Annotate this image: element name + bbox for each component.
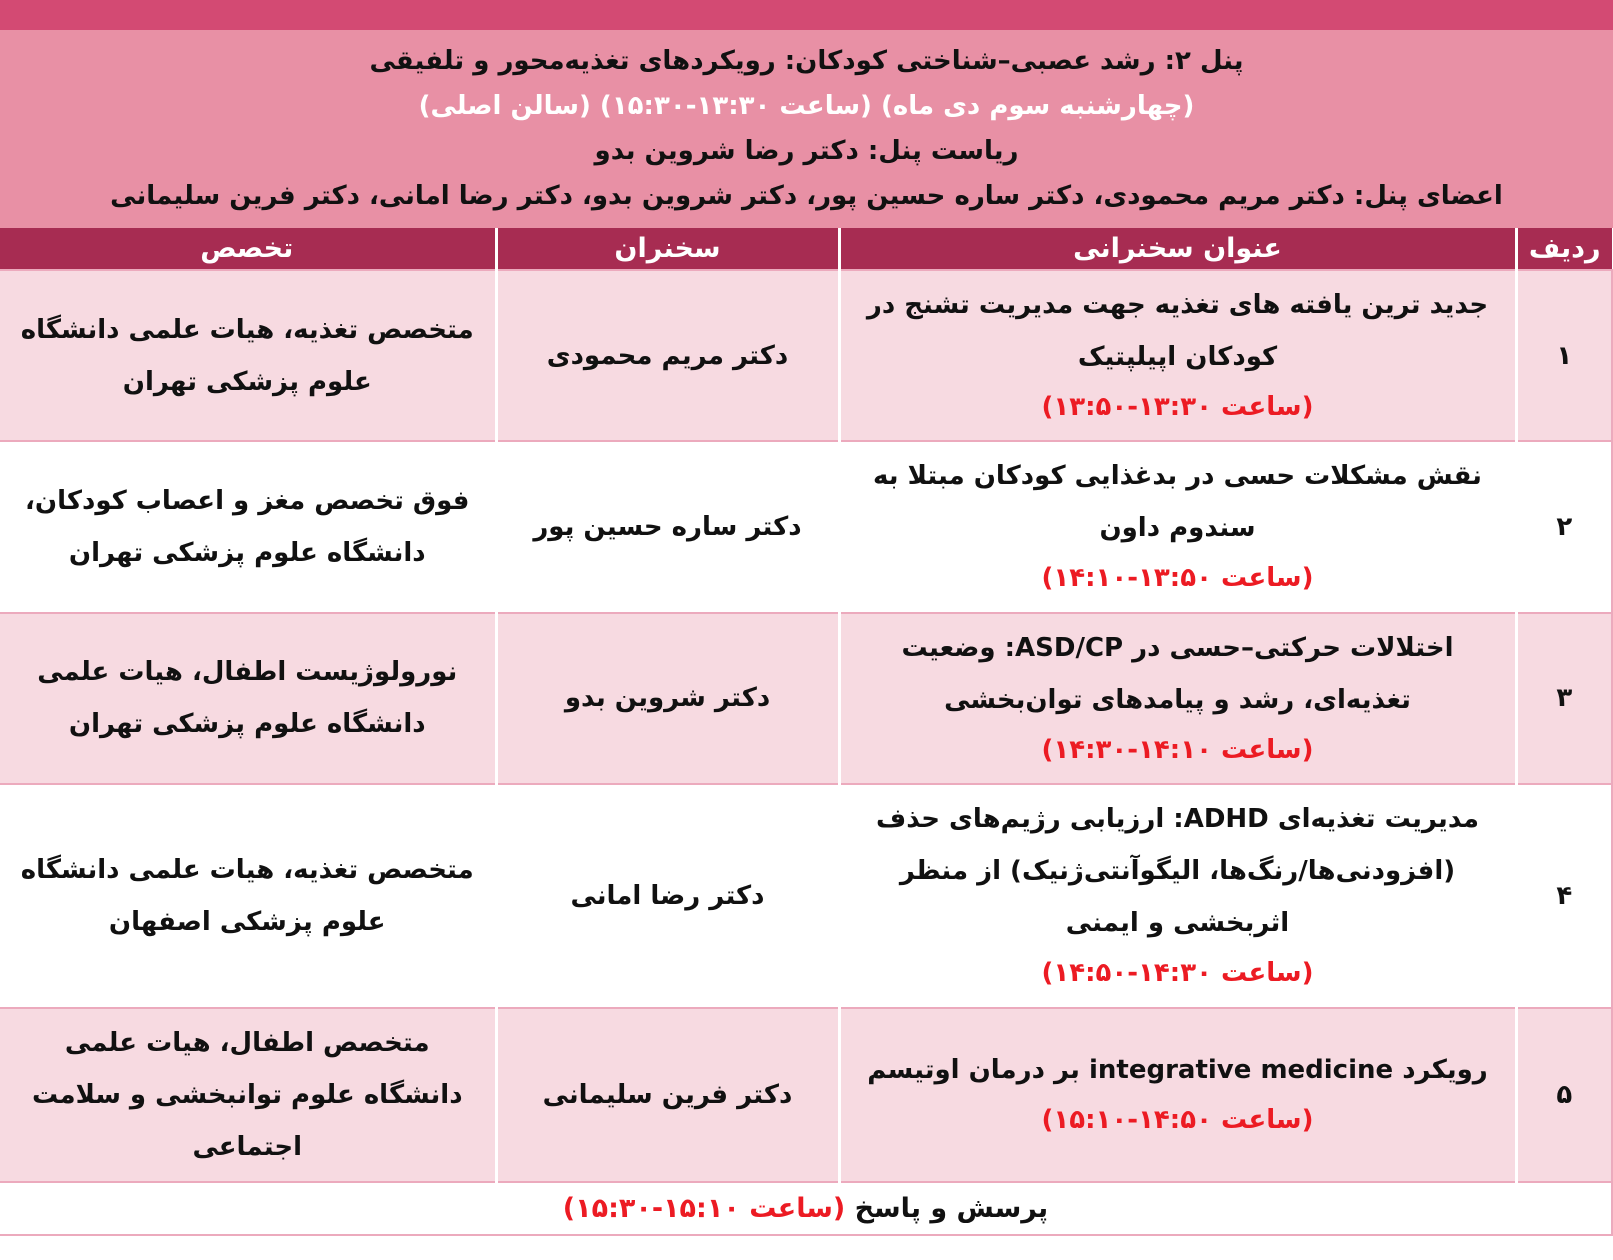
talk-time: (ساعت ۱۴:۵۰-۱۵:۱۰) (1041, 1104, 1314, 1135)
talk-cell (839, 441, 1516, 612)
talk-title: نقش مشکلات حسی در بدغذایی کودکان مبتلا به سندوم داون (873, 461, 1482, 544)
row-number: ۴ (1516, 784, 1612, 1007)
speaker-name: دکتر مریم محمودی (496, 270, 839, 441)
panel-members: اعضای پنل: دکتر مریم محمودی، دکتر ساره حسین پور، دکتر شروین بدو، دکتر رضا امانی، دکتر فرین سلیمانی (110, 181, 1503, 212)
top-accent-strip (0, 0, 1613, 30)
talk-time: (ساعت ۱۳:۳۰-۱۳:۵۰) (1041, 392, 1314, 422)
column-header-speaker: سخنران (496, 228, 839, 270)
qa-cell (0, 1182, 1612, 1235)
table-row (0, 441, 1612, 612)
table-row (0, 1008, 1612, 1182)
talk-time: (ساعت ۱۴:۱۰-۱۴:۳۰) (1041, 734, 1314, 765)
program-table (0, 228, 1613, 1236)
column-header-title: عنوان سخنرانی (839, 228, 1516, 270)
bottom-whitespace (0, 1236, 1613, 1260)
row-number: ۵ (1516, 1008, 1612, 1182)
speaker-name: دکتر رضا امانی (496, 784, 839, 1007)
column-header-num: ردیف (1516, 228, 1612, 270)
talk-title: مدیریت تغذیه‌ای ADHD: ارزیابی رژیم‌های حذف (افزودنی‌ها/رنگ‌ها، الیگوآنتی‌ژنیک) از منظر اثربخشی و ایمنی (876, 804, 1479, 939)
row-number: ۳ (1516, 613, 1612, 784)
panel-header (0, 30, 1613, 228)
talk-cell (839, 613, 1516, 784)
row-number: ۱ (1516, 270, 1612, 441)
speaker-specialty: نورولوژیست اطفال، هیات علمی دانشگاه علوم پزشکی تهران (0, 613, 496, 784)
speaker-specialty: متخصص تغذیه، هیات علمی دانشگاه علوم پزشکی تهران (0, 270, 496, 441)
speaker-specialty: متخصص تغذیه، هیات علمی دانشگاه علوم پزشکی اصفهان (0, 784, 496, 1007)
speaker-specialty: متخصص اطفال، هیات علمی دانشگاه علوم توانبخشی و سلامت اجتماعی (0, 1008, 496, 1182)
talk-title: جدید ترین یافته های تغذیه جهت مدیریت تشنج در کودکان اپیلپتیک (866, 290, 1489, 372)
speaker-name: دکتر فرین سلیمانی (496, 1008, 839, 1182)
panel-session-info: (چهارشنبه سوم دی ماه) (ساعت ۱۳:۳۰-۱۵:۳۰) (سالن اصلی) (418, 90, 1195, 121)
talk-time: (ساعت ۱۴:۳۰-۱۴:۵۰) (1041, 958, 1314, 989)
table-row (0, 613, 1612, 784)
talk-cell (839, 1008, 1516, 1182)
table-header (0, 228, 1612, 270)
talk-title: اختلالات حرکتی–حسی در ASD/CP: وضعیت تغذیه‌ای، رشد و پیامدهای توان‌بخشی (901, 632, 1454, 715)
panel-title: پنل ۲: رشد عصبی–شناختی کودکان: رویکردهای تغذیه‌محور و تلفیقی (369, 45, 1244, 76)
speaker-name: دکتر شروین بدو (496, 613, 839, 784)
talk-title: رویکرد integrative medicine بر درمان اوتیسم (867, 1054, 1488, 1085)
panel-chair: ریاست پنل: دکتر رضا شروین بدو (594, 136, 1019, 166)
talk-cell (839, 270, 1516, 441)
speaker-specialty: فوق تخصص مغز و اعصاب کودکان، دانشگاه علوم پزشکی تهران (0, 441, 496, 612)
qa-time: (ساعت ۱۵:۱۰-۱۵:۳۰) (562, 1192, 846, 1224)
column-header-specialty: تخصص (0, 228, 496, 270)
qa-row (0, 1182, 1612, 1235)
qa-label: پرسش و پاسخ (845, 1192, 1049, 1224)
talk-time: (ساعت ۱۳:۵۰-۱۴:۱۰) (1041, 563, 1314, 594)
speaker-name: دکتر ساره حسین پور (496, 441, 839, 612)
table-row (0, 784, 1612, 1007)
talk-cell (839, 784, 1516, 1007)
table-row (0, 270, 1612, 441)
row-number: ۲ (1516, 441, 1612, 612)
